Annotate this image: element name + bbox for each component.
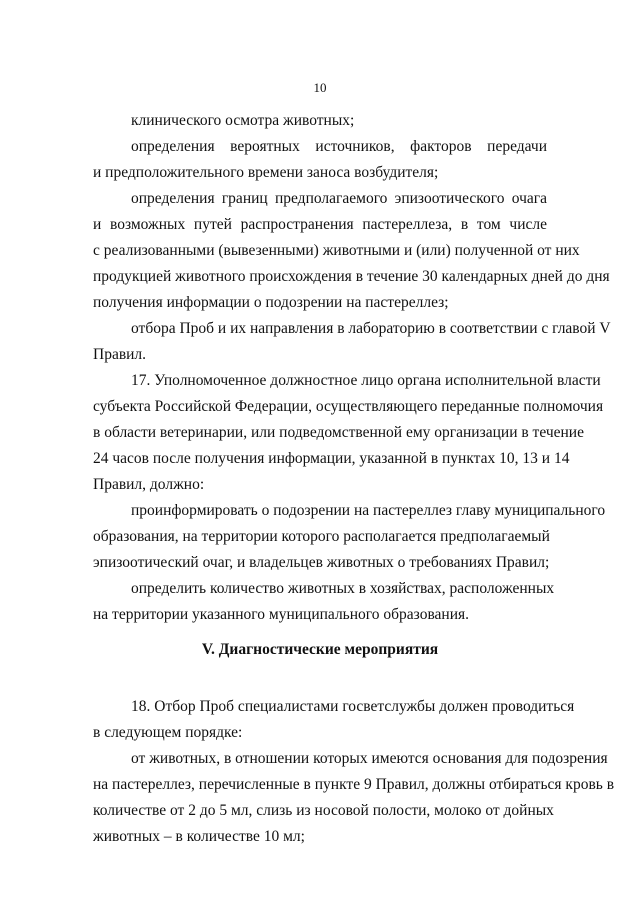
text-line: определения границ предполагаемого эпизоотического очага [131, 190, 547, 207]
text-line: клинического осмотра животных; [131, 112, 355, 129]
text-line: 24 часов после получения информации, указанной в пунктах 10, 13 и 14 [93, 450, 570, 467]
text-line: Правил. [93, 346, 147, 363]
text-line: определения вероятных источников, факторов передачи [131, 138, 547, 155]
text-line: животных – в количестве 10 мл; [93, 828, 305, 845]
page-number: 10 [313, 80, 327, 95]
text-line: с реализованными (вывезенными) животными и (или) полученной от них [93, 242, 580, 259]
text-line: на территории указанного муниципального образования. [93, 606, 470, 623]
text-line: на пастереллез, перечисленные в пункте 9 Правил, должны отбираться кровь в [93, 776, 615, 793]
text-line: и предположительного времени заноса возбудителя; [93, 164, 439, 181]
text-line: в следующем порядке: [93, 724, 243, 741]
text-line: отбора Проб и их направления в лабораторию в соответствии с главой V [131, 320, 611, 337]
text-line: и возможных путей распространения пастереллеза, в том числе [93, 216, 547, 233]
text-line: проинформировать о подозрении на пастереллез главу муниципального [131, 502, 606, 519]
text-line: от животных, в отношении которых имеются основания для подозрения [131, 750, 608, 767]
text-line: количестве от 2 до 5 мл, слизь из носовой полости, молоко от дойных [93, 802, 554, 819]
text-line: в области ветеринарии, или подведомственной ему организации в течение [93, 424, 584, 441]
text-line: эпизоотический очаг, и владельцев животных о требованиях Правил; [93, 554, 550, 571]
text-line: Правил, должно: [93, 476, 205, 493]
text-line: определить количество животных в хозяйствах, расположенных [131, 580, 555, 597]
section-heading: V. Диагностические мероприятия [201, 641, 439, 658]
text-line: субъекта Российской Федерации, осуществляющего переданные полномочия [93, 398, 604, 415]
text-line: 18. Отбор Проб специалистами госветслужбы должен проводиться [131, 698, 575, 715]
text-line: получения информации о подозрении на пастереллез; [93, 294, 449, 311]
text-line: 17. Уполномоченное должностное лицо органа исполнительной власти [131, 372, 601, 389]
text-line: продукцией животного происхождения в течение 30 календарных дней до дня [93, 268, 610, 285]
text-line: образования, на территории которого располагается предполагаемый [93, 528, 550, 545]
